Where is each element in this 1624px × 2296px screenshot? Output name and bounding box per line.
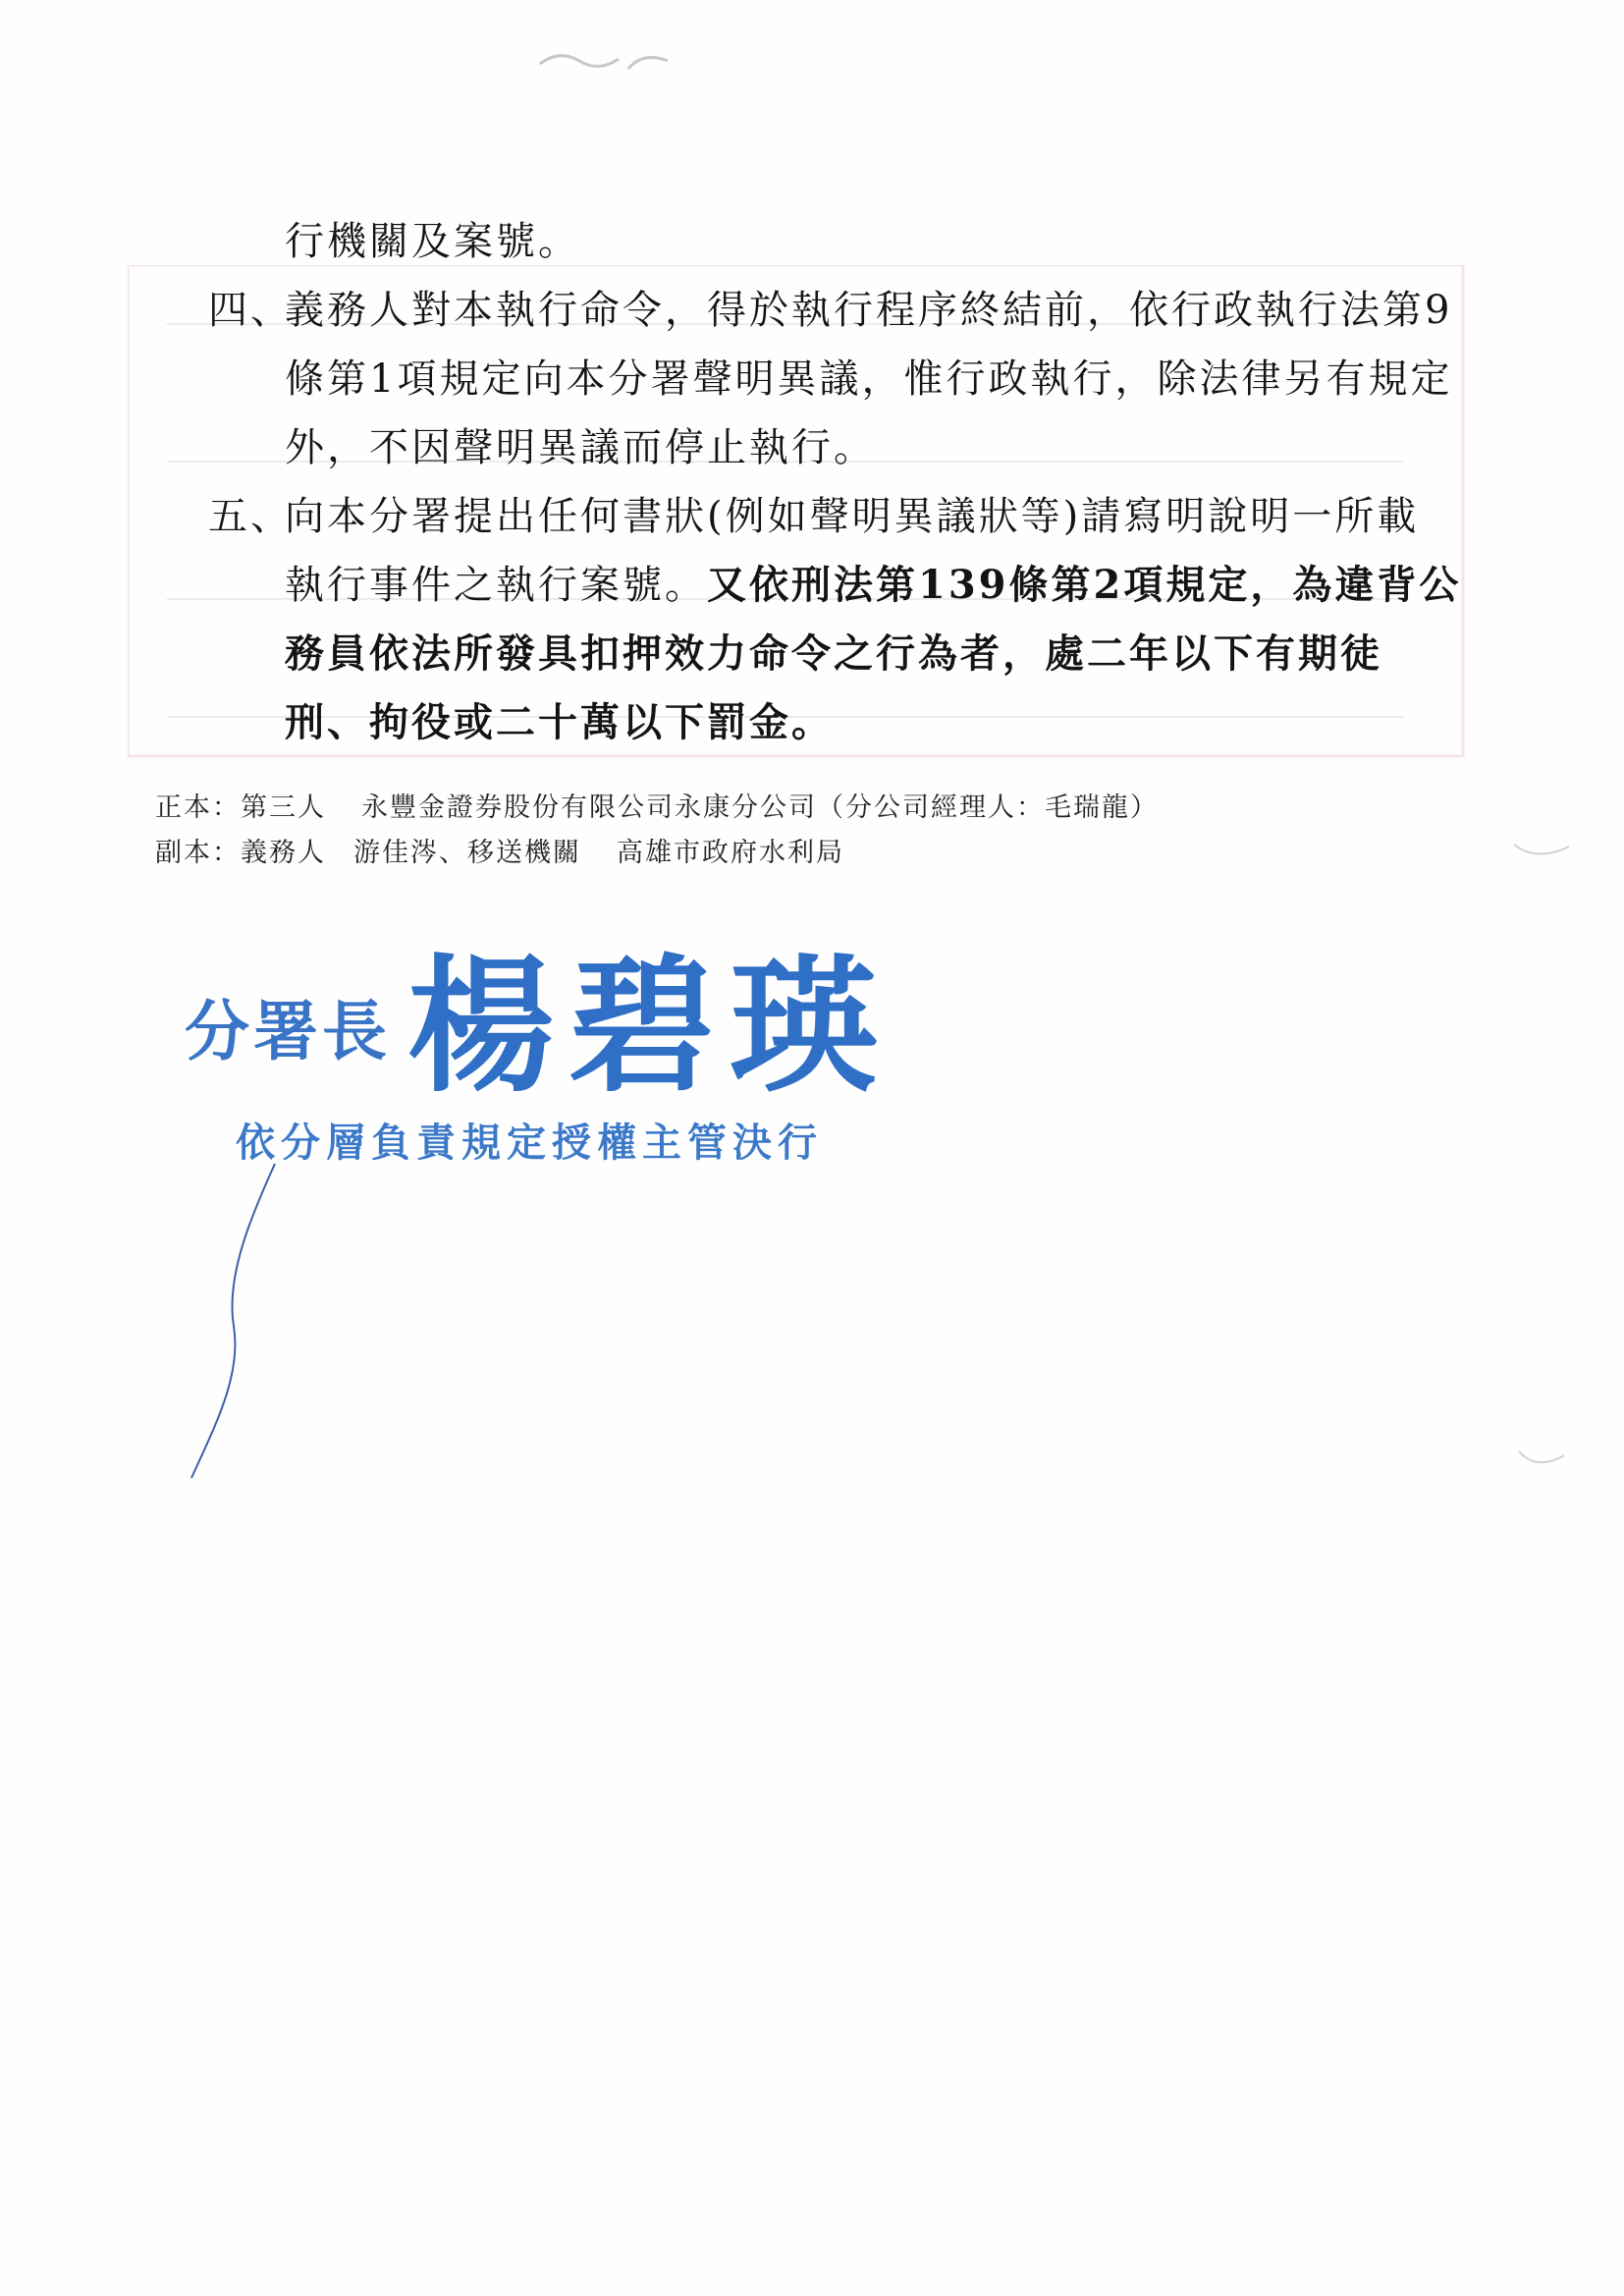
- item-4-marker: 四、: [208, 288, 293, 333]
- copy-recipient-line: [155, 837, 844, 870]
- item-5-line-3-bold: 務員依法所發具扣押效力命令之行為者，處二年以下有期徒: [285, 630, 1382, 677]
- edge-mark: [1512, 835, 1571, 864]
- stamp-title: 分署長: [185, 993, 391, 1069]
- item-5-marker: 五、: [208, 494, 293, 539]
- scan-smudge: [535, 39, 673, 79]
- original-label: 正本：第三人: [155, 793, 326, 823]
- item-5-line-1: 向本分署提出任何書狀(例如聲明異議狀等)請寫明說明一所載: [285, 494, 1420, 539]
- original-recipient-line: [155, 792, 1159, 825]
- item-5-line-2: [285, 562, 1461, 609]
- item-5-line-4: [285, 699, 834, 746]
- edge-mark: [1517, 1444, 1566, 1473]
- copy-recipient-2: 高雄市政府水利局: [617, 838, 844, 868]
- item-continuation: 行機關及案號。: [285, 219, 580, 264]
- item-5-line-4-bold: 刑、拘役或二十萬以下罰金。: [285, 699, 834, 745]
- item-5-line-2-normal: 執行事件之執行案號。: [285, 563, 707, 608]
- item-5-line-3: [285, 630, 1382, 678]
- pen-stroke: [157, 1159, 295, 1483]
- copy-recipient-1: 游佳涔、移送機關: [353, 838, 581, 868]
- item-5-line-2-bold: 又依刑法第139條第2項規定，為違背公: [707, 562, 1462, 608]
- item-4-line-2: 條第1項規定向本分署聲明異議，惟行政執行，除法律另有規定: [285, 356, 1453, 402]
- item-4-line-3: 外，不因聲明異議而停止執行。: [285, 425, 876, 470]
- item-4-line-1: 義務人對本執行命令，得於執行程序終結前，依行政執行法第9: [285, 288, 1453, 333]
- stamp-delegation-note: 依分層負責規定授權主管決行: [236, 1121, 823, 1166]
- stamp-name: 楊碧瑛: [407, 940, 892, 1113]
- copy-label: 副本：義務人: [155, 838, 326, 868]
- original-recipient: 永豐金證券股份有限公司永康分公司（分公司經理人：毛瑞龍）: [361, 793, 1159, 823]
